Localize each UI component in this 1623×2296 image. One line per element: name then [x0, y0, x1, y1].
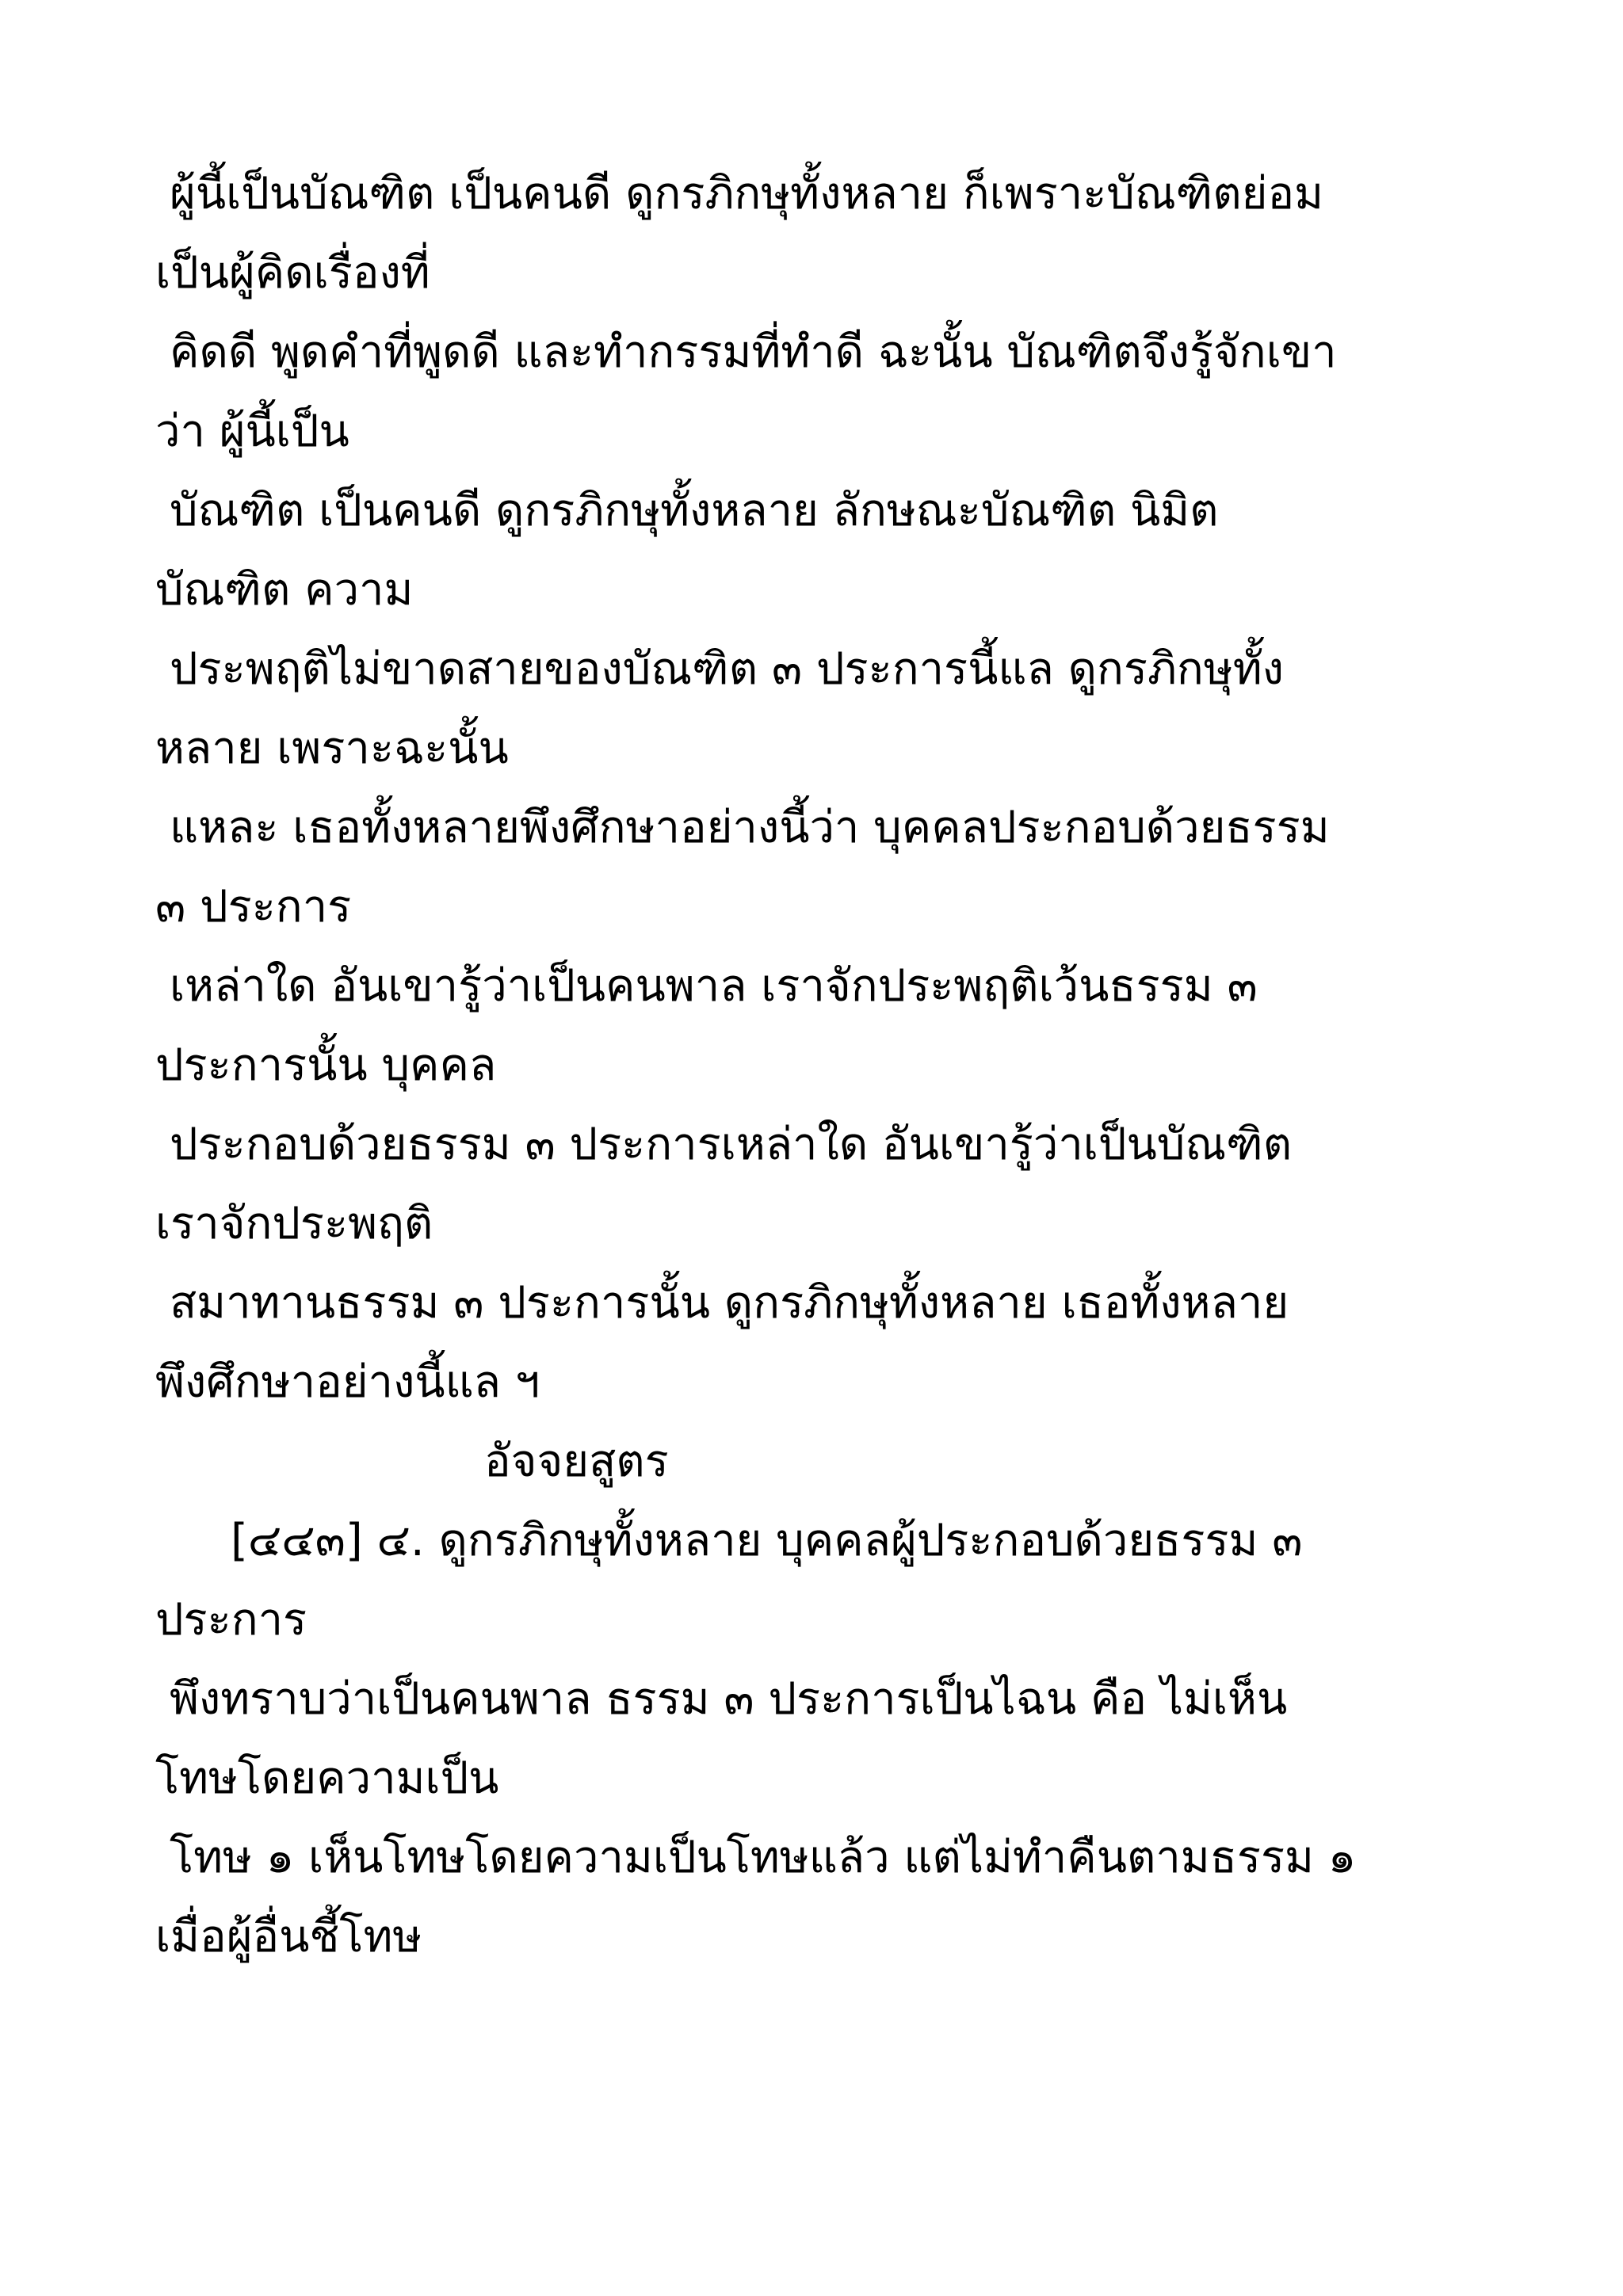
text-line: เมื่อผู้อื่นชี้โทษ — [155, 1911, 422, 1962]
text-line: ว่า ผู้นี้เป็น — [155, 406, 349, 457]
section-heading: อัจจยสูตร — [484, 1436, 669, 1487]
text-line: ประกอบด้วยธรรม ๓ ประการเหล่าใด อันเขารู้ว่าเป็นบัณฑิต — [170, 1119, 1293, 1170]
document-body — [155, 154, 1582, 1977]
text-line: [๔๔๓] ๔. ดูกรภิกษุทั้งหลาย บุคคลผู้ประกอบด้วยธรรม ๓ — [231, 1515, 1303, 1566]
text-line: พึงศึกษาอย่างนี้แล ฯ — [155, 1356, 540, 1408]
text-line: ประการ — [155, 1594, 307, 1646]
text-line: โทษโดยความเป็น — [155, 1753, 499, 1804]
text-line: เป็นผู้คิดเรื่องที่ — [155, 247, 430, 299]
text-line: พึงทราบว่าเป็นคนพาล ธรรม ๓ ประการเป็นไฉน คือ ไม่เห็น — [170, 1673, 1288, 1725]
text-line: แหละ เธอทั้งหลายพึงศึกษาอย่างนี้ว่า บุคคลประกอบด้วยธรรม — [170, 802, 1330, 853]
text-line: คิดดี พูดคำที่พูดดี และทำกรรมที่ทำดี ฉะนั้น บัณฑิตจึงรู้จักเขา — [170, 326, 1337, 378]
text-line: โทษ ๑ เห็นโทษโดยความเป็นโทษแล้ว แต่ไม่ทำคืนตามธรรม ๑ — [170, 1832, 1357, 1883]
text-line: ประพฤติไม่ขาดสายของบัณฑิต ๓ ประการนี้แล ดูกรภิกษุทั้ง — [170, 643, 1284, 695]
text-line: ผู้นี้เป็นบัณฑิต เป็นคนดี ดูกรภิกษุทั้งหลาย ก็เพราะบัณฑิตย่อม — [170, 168, 1323, 219]
text-line: เหล่าใด อันเขารู้ว่าเป็นคนพาล เราจักประพฤติเว้นธรรม ๓ — [170, 960, 1258, 1012]
text-line: ประการนั้น บุคคล — [155, 1039, 497, 1091]
text-line: บัณฑิต ความ — [155, 564, 414, 616]
text-line: บัณฑิต เป็นคนดี ดูกรภิกษุทั้งหลาย ลักษณะบัณฑิต นิมิต — [170, 485, 1219, 536]
text-line: ๓ ประการ — [155, 881, 352, 933]
text-line: หลาย เพราะฉะนั้น — [155, 723, 509, 774]
text-line: สมาทานธรรม ๓ ประการนั้น ดูกรภิกษุทั้งหลาย เธอทั้งหลาย — [170, 1277, 1289, 1329]
text-line: เราจักประพฤติ — [155, 1198, 433, 1249]
